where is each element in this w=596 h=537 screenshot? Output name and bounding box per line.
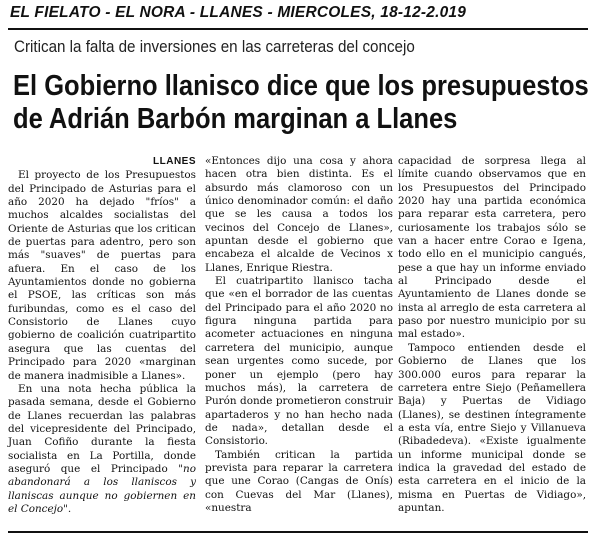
paragraph: capacidad de sorpresa llega al límite cuando observamos que en los Presupuestos del Principado 2020 hay una partida económica para reparar esta carretera, pero curiosamente los trabajos sólo se van a hacer entre Corao e Igena, todo ello en el municipio cangués, pese a que hay un informe enviado al Principado desde el Ayuntamiento de Llanes donde se insta al arreglo de esta carretera al paso por nuestro municipio por su mal estado». — [398, 155, 586, 341]
paragraph-text: En una nota hecha pública la pasada semana, desde el Gobierno de Llanes recuerdan las palabras del vicepresidente del Principado, Juan Cofiño durante la fiesta socialista en La Portilla, donde aseguró que el Principado — [8, 382, 196, 475]
article-column-2 — [205, 155, 393, 515]
paragraph: El cuatripartito llanisco tacha que «en el borrador de las cuentas del Principado para el año 2020 no figura ninguna partida para acometer actuaciones en ninguna carretera del municipio, aunque sean urgentes como sucede, por poner un ejemplo (pero hay muchos más), la carretera de Purón donde prometieron construir apartaderos y no han hecho nada de nada», detallan desde el Consistorio. — [205, 275, 393, 448]
paragraph: También critican la partida prevista para reparar la carretera que une Corao (Cangas de Onís) con Cuevas del Mar (Llanes), «nuestra — [205, 448, 393, 514]
paragraph — [8, 383, 196, 516]
paragraph: «Entonces dijo una cosa y ahora hacen otra bien distinta. Es el absurdo más clamoroso con un único denominador común: el daño que se les causa a todos los vecinos del Concejo de Llanes», apuntan desde el gobierno que encabeza el alcalde de Vecinos x Llanes, Enrique Riestra. — [205, 155, 393, 274]
header-rule-top — [8, 28, 588, 30]
article-subtitle: Critican la falta de inversiones en las carreteras del concejo — [14, 38, 415, 56]
article-column-3 — [398, 155, 586, 515]
article-headline — [13, 70, 589, 136]
byline: LLANES — [153, 156, 196, 167]
headline-line-1: El Gobierno llanisco dice que los presupuestos — [13, 70, 589, 102]
bottom-rule — [8, 531, 588, 533]
paragraph: Tampoco entienden desde el Gobierno de Llanes que los 300.000 euros para reparar la carretera entre Siejo (Peñamellera Baja) y Puertas de Vidiago (Llanes), se destinen íntegramente a esta vía, entre Siejo y Villanueva (Ribadedeva). «Existe igualmente un informe municipal donde se indica la gravedad del estado de esta carretera en el inicio de la misma en Puertas de Vidiago», apuntan. — [398, 341, 586, 514]
article-column-1 — [8, 155, 196, 516]
paragraph: El proyecto de los Presupuestos del Principado de Asturias para el año 2020 ha dejado "fríos" a muchos alcaldes socialistas del Oriente de Asturias que los critican de puertas para adentro, pero son más "suaves" de puertas para afuera. En el caso de los Ayuntamientos donde no gobierna el PSOE, las críticas son más furibundas, como es el caso del Consistorio de Llanes cuyo gobierno de coalición cuatripartito asegura que las cuentas del Principado para 2020 «marginan de manera inadmisible a Llanes». — [8, 169, 196, 382]
quote-text: "no abandonará a los llaniscos y llaniscas aunque no gobiernen en el Concejo". — [8, 462, 196, 515]
headline-line-2: de Adrián Barbón marginan a Llanes — [13, 103, 458, 135]
newspaper-header: EL FIELATO - EL NORA - LLANES - MIERCOLES, 18-12-2.019 — [10, 4, 467, 21]
